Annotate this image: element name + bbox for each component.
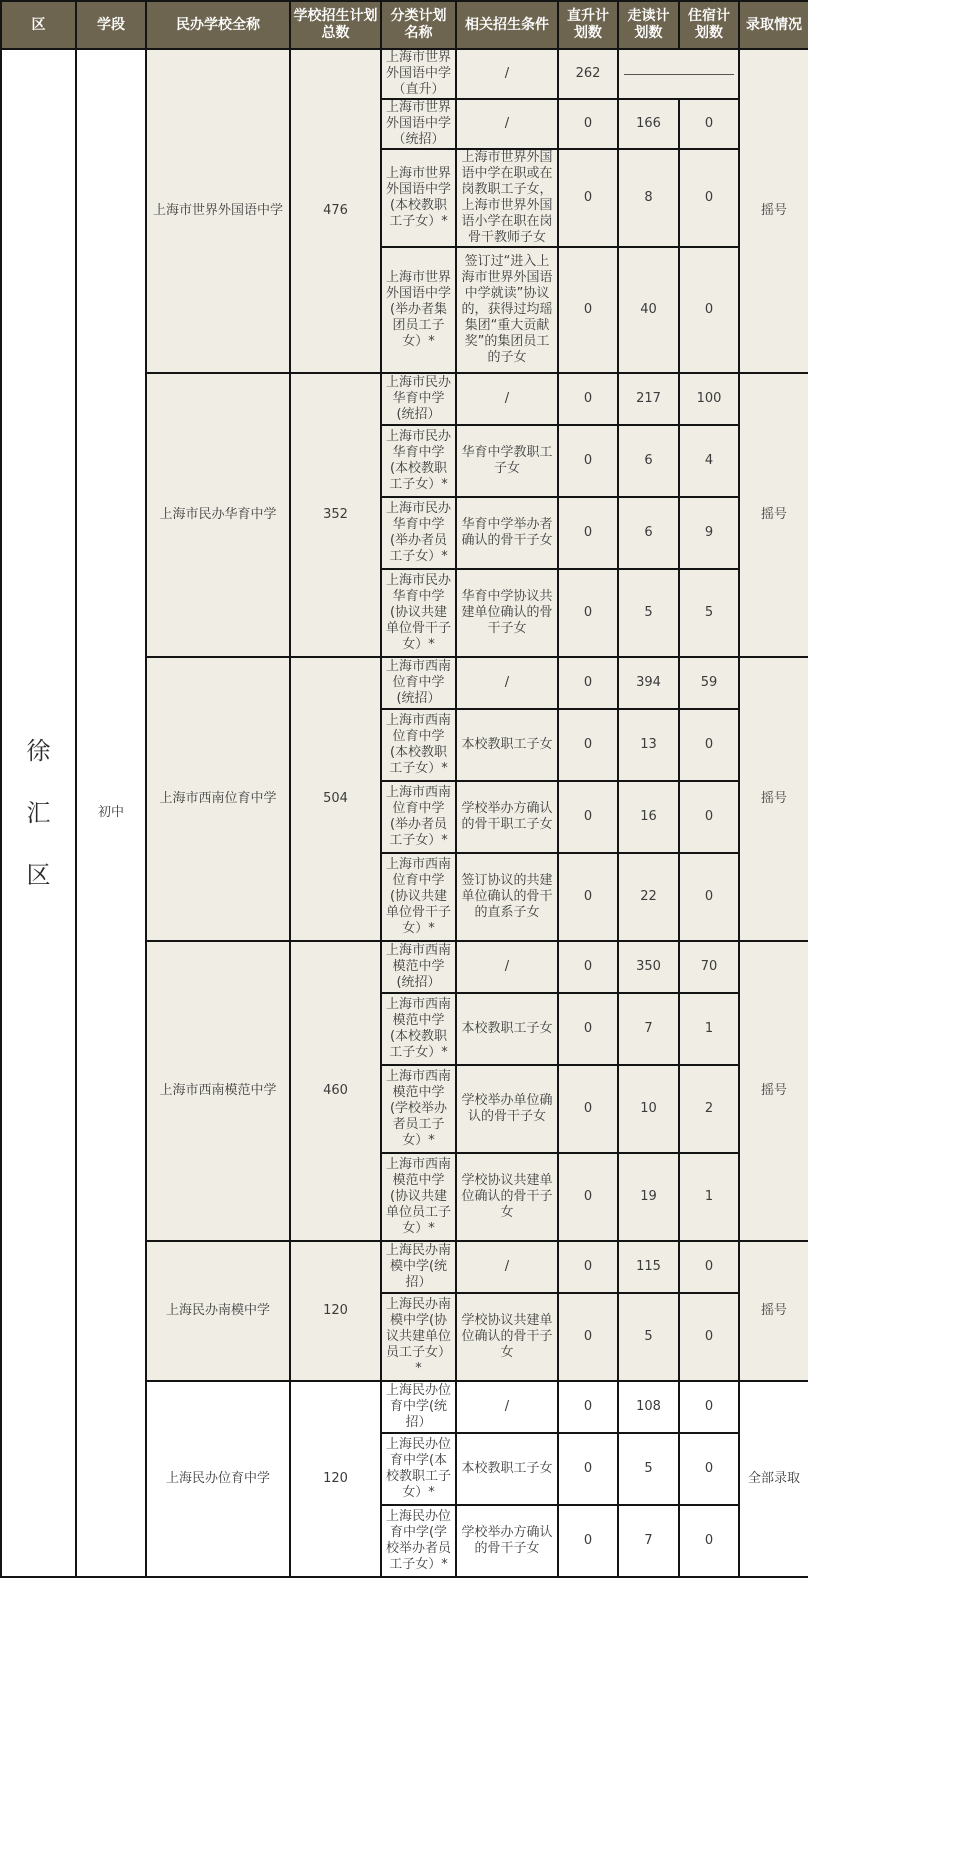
day-plan: 6 [618,497,679,569]
condition: 华育中学举办者确认的骨干子女 [456,497,558,569]
header-school-name: 民办学校全称 [146,1,290,49]
day-plan: 40 [618,247,679,373]
boarding-plan: 0 [679,149,739,247]
day-plan: 19 [618,1153,679,1241]
direct-plan: 0 [558,993,618,1065]
category-name: 上海市西南模范中学(本校教职工子女）* [381,993,456,1065]
boarding-plan: 0 [679,781,739,853]
admission-result: 摇号 [739,657,808,941]
category-name: 上海民办位育中学(学校举办者员工子女）* [381,1505,456,1577]
day-plan: 6 [618,425,679,497]
condition: 学校举办方确认的骨干职工子女 [456,781,558,853]
condition: 学校举办方确认的骨干子女 [456,1505,558,1577]
day-plan: 350 [618,941,679,993]
header-conditions: 相关招生条件 [456,1,558,49]
boarding-plan: 0 [679,1433,739,1505]
category-name: 上海市西南模范中学(统招） [381,941,456,993]
school-name: 上海民办位育中学 [146,1381,290,1577]
admission-result: 摇号 [739,373,808,657]
boarding-plan: 0 [679,1241,739,1293]
boarding-plan: 100 [679,373,739,425]
header-row [1,1,808,49]
condition: 签订过“进入上海市世界外国语中学就读”协议的，获得过均瑶集团“重大贡献奖”的集团员工的子女 [456,247,558,373]
admission-result: 摇号 [739,941,808,1241]
boarding-plan: 4 [679,425,739,497]
category-name: 上海民办南模中学(统招） [381,1241,456,1293]
condition: 上海市世界外国语中学在职或在岗教职工子女，上海市世界外国语小学在职在岗骨干教师子女 [456,149,558,247]
boarding-plan: 0 [679,1381,739,1433]
boarding-plan: 0 [679,247,739,373]
boarding-plan: 59 [679,657,739,709]
district-label: 徐汇区 [26,737,51,889]
direct-plan: 0 [558,709,618,781]
school-name: 上海市民办华育中学 [146,373,290,657]
condition: 签订协议的共建单位确认的骨干的直系子女 [456,853,558,941]
category-name: 上海市西南模范中学(协议共建单位员工子女）* [381,1153,456,1241]
boarding-plan: 0 [679,1505,739,1577]
header-day-plan: 走读计划数 [618,1,679,49]
table-row [1,49,808,99]
school-total: 460 [290,941,381,1241]
category-name: 上海市民办华育中学(统招） [381,373,456,425]
condition: 本校教职工子女 [456,993,558,1065]
category-name: 上海民办位育中学(统招） [381,1381,456,1433]
direct-plan: 262 [558,49,618,99]
category-name: 上海市世界外国语中学(本校教职工子女）* [381,149,456,247]
condition: 本校教职工子女 [456,1433,558,1505]
condition: / [456,373,558,425]
direct-plan: 0 [558,1153,618,1241]
school-total: 504 [290,657,381,941]
direct-plan: 0 [558,1241,618,1293]
header-category-name: 分类计划名称 [381,1,456,49]
blank-margin [808,0,967,1876]
day-plan: 108 [618,1381,679,1433]
direct-plan: 0 [558,149,618,247]
direct-plan: 0 [558,425,618,497]
day-plan: 8 [618,149,679,247]
header-boarding-plan: 住宿计划数 [679,1,739,49]
condition: / [456,657,558,709]
direct-plan: 0 [558,781,618,853]
day-plan: 5 [618,1433,679,1505]
category-name: 上海民办位育中学(本校教职工子女）* [381,1433,456,1505]
direct-plan: 0 [558,1505,618,1577]
condition: 学校协议共建单位确认的骨干子女 [456,1293,558,1381]
day-plan: 22 [618,853,679,941]
boarding-plan: 5 [679,569,739,657]
category-name: 上海市民办华育中学(举办者员工子女）* [381,497,456,569]
condition: / [456,49,558,99]
day-plan: 217 [618,373,679,425]
category-name: 上海市西南位育中学(协议共建单位骨干子女）* [381,853,456,941]
header-district: 区 [1,1,76,49]
boarding-plan: 0 [679,853,739,941]
direct-plan: 0 [558,853,618,941]
direct-plan: 0 [558,497,618,569]
admission-result: 全部录取 [739,1381,808,1577]
dash-line [624,74,734,75]
boarding-plan: 70 [679,941,739,993]
condition: / [456,99,558,149]
condition: / [456,1241,558,1293]
day-plan: 115 [618,1241,679,1293]
school-total: 120 [290,1241,381,1381]
direct-plan: 0 [558,657,618,709]
school-name: 上海市西南位育中学 [146,657,290,941]
day-plan: 5 [618,569,679,657]
school-total: 120 [290,1381,381,1577]
direct-plan: 0 [558,1293,618,1381]
day-plan: 16 [618,781,679,853]
category-name: 上海民办南模中学(协议共建单位员工子女）* [381,1293,456,1381]
condition: 学校举办单位确认的骨干子女 [456,1065,558,1153]
category-name: 上海市世界外国语中学（直升） [381,49,456,99]
boarding-plan: 1 [679,993,739,1065]
condition: / [456,941,558,993]
merged-dash-cell [618,49,739,99]
stage-cell: 初中 [76,49,146,1577]
condition: 华育中学教职工子女 [456,425,558,497]
boarding-plan: 0 [679,99,739,149]
condition: / [456,1381,558,1433]
header-direct-plan: 直升计划数 [558,1,618,49]
day-plan: 166 [618,99,679,149]
admission-result: 摇号 [739,49,808,373]
header-admission-result: 录取情况 [739,1,808,49]
day-plan: 10 [618,1065,679,1153]
category-name: 上海市西南位育中学(举办者员工子女）* [381,781,456,853]
direct-plan: 0 [558,1065,618,1153]
direct-plan: 0 [558,373,618,425]
category-name: 上海市世界外国语中学(举办者集团员工子女）* [381,247,456,373]
admission-result: 摇号 [739,1241,808,1381]
direct-plan: 0 [558,941,618,993]
category-name: 上海市世界外国语中学（统招） [381,99,456,149]
category-name: 上海市民办华育中学(协议共建单位骨干子女）* [381,569,456,657]
school-total: 476 [290,49,381,373]
condition: 学校协议共建单位确认的骨干子女 [456,1153,558,1241]
category-name: 上海市西南位育中学(统招） [381,657,456,709]
category-name: 上海市西南位育中学(本校教职工子女）* [381,709,456,781]
boarding-plan: 9 [679,497,739,569]
day-plan: 7 [618,1505,679,1577]
header-stage: 学段 [76,1,146,49]
school-name: 上海市世界外国语中学 [146,49,290,373]
direct-plan: 0 [558,1381,618,1433]
school-name: 上海民办南模中学 [146,1241,290,1381]
school-name: 上海市西南模范中学 [146,941,290,1241]
condition: 本校教职工子女 [456,709,558,781]
boarding-plan: 2 [679,1065,739,1153]
day-plan: 7 [618,993,679,1065]
day-plan: 5 [618,1293,679,1381]
boarding-plan: 1 [679,1153,739,1241]
day-plan: 394 [618,657,679,709]
category-name: 上海市民办华育中学(本校教职工子女）* [381,425,456,497]
boarding-plan: 0 [679,1293,739,1381]
header-total-plan: 学校招生计划总数 [290,1,381,49]
direct-plan: 0 [558,99,618,149]
direct-plan: 0 [558,247,618,373]
boarding-plan: 0 [679,709,739,781]
school-total: 352 [290,373,381,657]
condition: 华育中学协议共建单位确认的骨干子女 [456,569,558,657]
direct-plan: 0 [558,569,618,657]
category-name: 上海市西南模范中学(学校举办者员工子女）* [381,1065,456,1153]
day-plan: 13 [618,709,679,781]
direct-plan: 0 [558,1433,618,1505]
district-cell [1,49,76,1577]
